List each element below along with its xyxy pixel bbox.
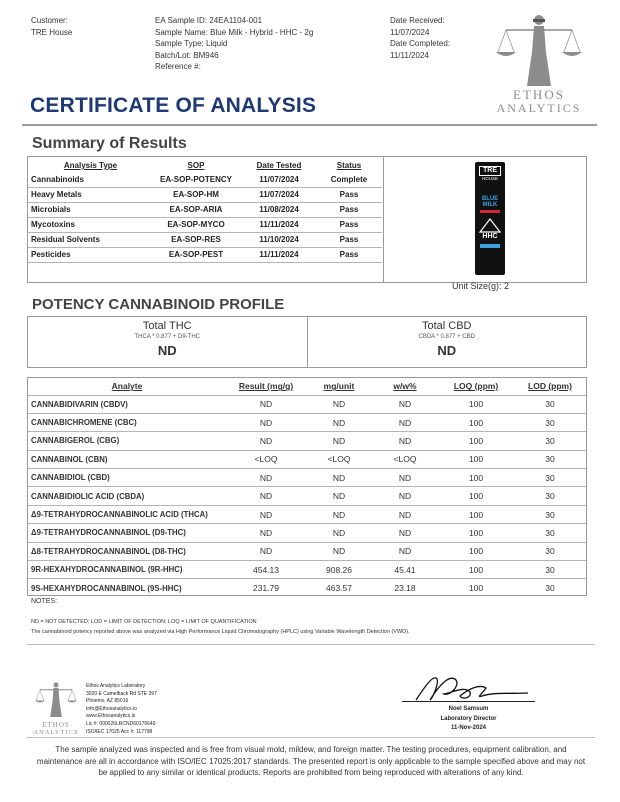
page-title: CERTIFICATE OF ANALYSIS [30,94,317,117]
result-mg-g: ND [226,524,306,542]
lod-ppm: 30 [514,413,586,431]
dates-block [390,15,450,61]
footer-scales-icon [28,681,84,719]
summary-divider [383,156,384,283]
lod-ppm: 30 [514,561,586,579]
analyte-name: CANNABICHROMENE (CBC) [28,413,226,431]
loq-ppm: 100 [438,469,514,487]
lab-street: 3020 E Camelback Rd STE 397 [86,690,157,697]
lab-name: Ethos Analytics Laboratory [86,683,146,689]
product-brand-top: TRE [479,166,501,176]
ww-percent: 45.41 [372,561,438,579]
footer-logo-line2: ANALYTICS [33,729,79,736]
total-thc-formula: THCA * 0.877 + D9-THC [134,334,201,340]
date-received: 11/07/2024 [390,27,430,37]
total-cbd-value: ND [437,343,457,358]
logo-line2: ANALYTICS [496,101,582,115]
analyte-name: CANNABIGEROL (CBG) [28,432,226,450]
signer-title: Laboratory Director [440,715,497,722]
result-mg-g: 231.79 [226,579,306,597]
summary-date: 11/07/2024 [242,187,316,202]
summary-date: 11/07/2024 [242,172,316,187]
lab-license: Lic #: 000026LRCND60176649 [86,720,156,727]
lab-iso: ISO/IEC 17025 Acc #: 117798 [86,728,153,735]
summary-status: Pass [316,187,382,202]
summary-analysis-type: Residual Solvents [28,232,150,247]
loq-ppm: 100 [438,505,514,523]
mg-per-unit: ND [306,524,372,542]
footer-divider-top [27,644,595,645]
product-brand-bottom: HOUSE [481,176,498,181]
mg-per-unit: ND [306,469,372,487]
unit-size: Unit Size(g): 2 [452,281,510,291]
footnote-abbrev: ND = NOT DETECTED; LOD = LIMIT OF DETECTION; LOQ = LIMIT OF QUANTIFICATION [31,619,257,625]
analyte-name: CANNABINOL (CBN) [28,450,226,468]
lab-city: Phoenix, AZ 85016 [86,698,129,705]
summary-analysis-type: Cannabinoids [28,172,150,187]
ww-percent: ND [372,524,438,542]
logo-line1: ETHOS [513,87,565,102]
date-completed: 11/11/2024 [390,50,429,60]
signer-block [402,705,535,734]
product-image [475,162,505,275]
col-ww: w/w% [393,381,417,392]
summary-status: Pass [316,247,382,262]
ww-percent: <LOQ [372,450,438,468]
analyte-name: CANNABIDIVARIN (CBDV) [28,395,226,413]
summary-sop: EA-SOP-POTENCY [150,172,242,187]
lod-ppm: 30 [514,450,586,468]
analyte-name: CANNABIDIOLIC ACID (CBDA) [28,487,226,505]
result-mg-g: ND [226,487,306,505]
summary-title: Summary of Results [32,135,187,152]
customer-block [31,15,72,38]
customer-label: Customer: [31,16,68,25]
cannabinoid-table [28,378,586,597]
scales-of-justice-icon [488,12,590,90]
potency-title: POTENCY CANNABINOID PROFILE [32,296,285,313]
result-mg-g: ND [226,395,306,413]
cannabinoid-header-row [28,378,586,395]
summary-date: 11/08/2024 [242,202,316,217]
lod-ppm: 30 [514,505,586,523]
analyte-name: Δ8-TETRAHYDROCANNABINOL (D8-THC) [28,542,226,560]
cannabinoid-row [28,432,586,450]
ww-percent: 23.18 [372,579,438,597]
mg-per-unit: ND [306,395,372,413]
disclaimer: The sample analyzed was inspected and is free from visual mold, mildew, and foreign matter. The testing procedures, equipment calibration, and maintenance are all in accordance with ISO/IEC 17025:2017 standards. The presented report is only applicable to the sample specified above and may not be applied to any similar or identical products. Reports are prohibited from being reproduced with alterations of any kind. [36,745,586,777]
lod-ppm: 30 [514,487,586,505]
sample-name: Sample Name: Blue Milk - Hybrid - HHC - 2g [155,27,314,37]
col-result: Result (mg/g) [238,381,294,392]
summary-status: Pass [316,232,382,247]
summary-analysis-type: Microbials [28,202,150,217]
cannabinoid-row [28,450,586,468]
cannabinoid-row [28,487,586,505]
ww-percent: ND [372,395,438,413]
analyte-name: Δ9-TETRAHYDROCANNABINOLIC ACID (THCA) [28,505,226,523]
lod-ppm: 30 [514,432,586,450]
reference: Reference #: [155,62,201,71]
summary-sop: EA-SOP-HM [150,187,242,202]
summary-row [28,202,382,217]
lod-ppm: 30 [514,542,586,560]
mg-per-unit: ND [306,487,372,505]
col-analyte: Analyte [111,381,143,392]
footer-logo-line1: ETHOS [42,721,70,729]
total-cbd-cell [307,317,587,367]
cannabinoid-row [28,395,586,413]
col-lod: LOD (ppm) [528,381,572,392]
product-blue-band [480,244,500,248]
ww-percent: ND [372,542,438,560]
summary-col-sop: SOP [187,161,205,170]
col-mg-unit: mg/unit [323,381,355,392]
lod-ppm: 30 [514,579,586,597]
cannabinoid-row [28,413,586,431]
total-cbd-label: Total CBD [421,320,472,332]
summary-row [28,217,382,232]
sample-id: EA Sample ID: 24EA1104-001 [155,16,263,25]
summary-row [28,232,382,247]
signer-name: Noel Samsum [448,706,489,712]
summary-row [28,247,382,262]
ww-percent: ND [372,432,438,450]
summary-date: 11/11/2024 [242,217,316,232]
total-thc-value: ND [157,343,177,358]
loq-ppm: 100 [438,413,514,431]
lab-contact [86,683,157,736]
footnote-method: The cannabinoid potency reported above was analyzed via High Performance Liquid Chromatography (HPLC) using Variable Wavelength Detection (VWD). [31,629,410,635]
summary-row [28,187,382,202]
summary-col-status: Status [336,161,362,170]
mg-per-unit: ND [306,413,372,431]
analyte-name: CANNABIDIOL (CBD) [28,469,226,487]
mg-per-unit: <LOQ [306,450,372,468]
product-flavor2: MILK [482,202,498,208]
signature-line [402,701,535,702]
ww-percent: ND [372,487,438,505]
product-type: HHC [482,233,498,240]
total-thc-cell [28,317,307,367]
product-red-band [480,210,500,213]
lod-ppm: 30 [514,524,586,542]
summary-header-row [28,159,382,172]
summary-status: Pass [316,217,382,232]
sample-type: Sample Type: Liquid [155,39,228,48]
batch-lot: Batch/Lot: BM946 [155,50,219,60]
lab-email: Info@Ethosanalytics.io [86,705,137,712]
col-loq: LOQ (ppm) [453,381,499,392]
cannabinoid-row [28,561,586,579]
summary-col-analysis-type: Analysis Type [63,161,118,170]
summary-analysis-type: Heavy Metals [28,187,150,202]
mg-per-unit: ND [306,505,372,523]
summary-sop: EA-SOP-MYCO [150,217,242,232]
mg-per-unit: 908.26 [306,561,372,579]
summary-status: Pass [316,202,382,217]
totals-box [27,316,587,368]
sample-block [155,15,313,73]
summary-sop: EA-SOP-RES [150,232,242,247]
mg-per-unit: ND [306,432,372,450]
loq-ppm: 100 [438,432,514,450]
footer-logo [28,681,84,737]
product-triangle-icon [475,217,505,233]
result-mg-g: ND [226,469,306,487]
cannabinoid-row [28,579,586,597]
loq-ppm: 100 [438,542,514,560]
summary-sop: EA-SOP-PEST [150,247,242,262]
result-mg-g: 454.13 [226,561,306,579]
sign-date: 11-Nov-2024 [450,725,487,731]
cannabinoid-row [28,542,586,560]
product-flavor1: BLUE [481,196,499,202]
customer-name: TRE House [31,27,73,37]
result-mg-g: ND [226,432,306,450]
date-completed-label: Date Completed: [390,39,451,48]
lod-ppm: 30 [514,395,586,413]
result-mg-g: ND [226,413,306,431]
summary-status: Complete [316,172,382,187]
loq-ppm: 100 [438,450,514,468]
lab-website: www.Ethosanalytics.io [86,713,136,720]
summary-analysis-type: Mycotoxins [28,217,150,232]
summary-col-date: Date Tested [256,161,302,170]
analyte-name: 9R-HEXAHYDROCANNABINOL (9R-HHC) [28,561,226,579]
total-cbd-formula: CBDA * 0.877 + CBD [418,334,476,340]
result-mg-g: ND [226,505,306,523]
mg-per-unit: 463.57 [306,579,372,597]
summary-row [28,172,382,187]
result-mg-g: <LOQ [226,450,306,468]
summary-analysis-type: Pesticides [28,247,150,262]
loq-ppm: 100 [438,395,514,413]
ww-percent: ND [372,413,438,431]
cannabinoid-row [28,469,586,487]
loq-ppm: 100 [438,524,514,542]
analyte-name: 9S-HEXAHYDROCANNABINOL (9S-HHC) [28,579,226,597]
loq-ppm: 100 [438,561,514,579]
notes-label: NOTES: [31,598,58,605]
title-divider [22,124,597,126]
lod-ppm: 30 [514,469,586,487]
mg-per-unit: ND [306,542,372,560]
ww-percent: ND [372,469,438,487]
summary-sop: EA-SOP-ARIA [150,202,242,217]
cannabinoid-row [28,505,586,523]
footer-divider-bottom [27,737,595,738]
ethos-logo [488,12,590,115]
summary-date: 11/10/2024 [242,232,316,247]
total-thc-label: Total THC [142,320,192,332]
summary-table [28,159,382,263]
analyte-name: Δ9-TETRAHYDROCANNABINOL (D9-THC) [28,524,226,542]
summary-date: 11/11/2024 [242,247,316,262]
loq-ppm: 100 [438,487,514,505]
ww-percent: ND [372,505,438,523]
result-mg-g: ND [226,542,306,560]
signature-graphic [410,670,535,704]
date-received-label: Date Received: [390,16,445,25]
loq-ppm: 100 [438,579,514,597]
cannabinoid-row [28,524,586,542]
